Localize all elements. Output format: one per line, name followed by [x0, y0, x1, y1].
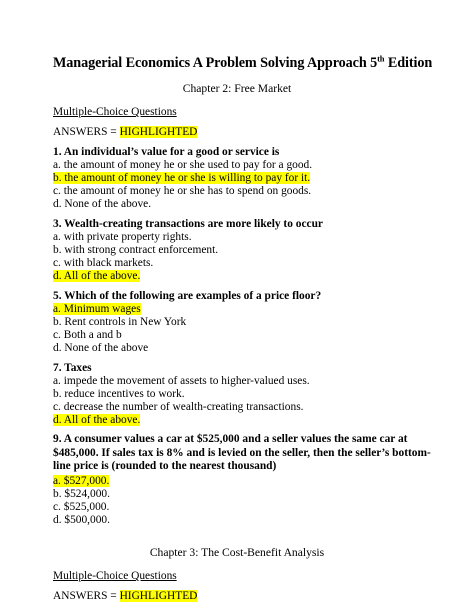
chapter-3-answers-note: [53, 590, 197, 603]
question-1-stem: 1. An individual’s value for a good or service is: [53, 146, 280, 158]
question-5-option-d: d. None of the above: [53, 342, 149, 354]
question-9-stem: 9. A consumer values a car at $525,000 and a seller values the same car at $485,000. If sales tax is 8% and is levied on the seller, then the seller’s bottom-line price is (rounded to the nearest thousand): [53, 433, 431, 473]
question-1-option-b-correct: b. the amount of money he or she is willing to pay for it.: [53, 172, 311, 184]
question-5-option-b: b. Rent controls in New York: [53, 316, 187, 328]
question-5-option-a-correct: a. Minimum wages: [53, 303, 141, 315]
document-title: [53, 55, 432, 72]
answers-prefix: ANSWERS =: [53, 126, 120, 138]
chapter-2-section-label: Multiple-Choice Questions: [53, 106, 177, 118]
chapter-2-answers-note: [53, 126, 197, 139]
question-1-option-d: d. None of the above.: [53, 198, 152, 210]
answers-prefix: ANSWERS =: [53, 590, 120, 602]
chapter-3-heading: Chapter 3: The Cost-Benefit Analysis: [149, 546, 325, 559]
document-title-superscript: th: [377, 53, 385, 64]
question-1-option-a: a. the amount of money he or she used to pay for a good.: [53, 159, 313, 171]
question-3-option-c: c. with black markets.: [53, 257, 154, 269]
question-7-option-c: c. decrease the number of wealth-creating transactions.: [53, 401, 304, 413]
question-9-option-c: c. $525,000.: [53, 501, 110, 513]
question-1-option-c: c. the amount of money he or she has to spend on goods.: [53, 185, 312, 197]
document-title-main: Managerial Economics A Problem Solving Approach 5: [53, 55, 378, 71]
question-9-option-a-correct: a. $527,000.: [53, 475, 110, 487]
question-7-option-a: a. impede the movement of assets to higher-valued uses.: [53, 375, 310, 387]
question-3-option-b: b. with strong contract enforcement.: [53, 244, 219, 256]
document-title-tail: Edition: [384, 55, 433, 71]
question-7-option-b: b. reduce incentives to work.: [53, 388, 185, 400]
question-3-option-d-correct: d. All of the above.: [53, 270, 141, 282]
chapter-2-heading: Chapter 2: Free Market: [182, 82, 292, 95]
question-7-stem: 7. Taxes: [53, 362, 92, 374]
question-5-option-c: c. Both a and b: [53, 329, 122, 341]
chapter-3-section-label: Multiple-Choice Questions: [53, 570, 177, 582]
question-9-option-d: d. $500,000.: [53, 514, 110, 526]
answers-key-highlighted: HIGHLIGHTED: [119, 590, 198, 602]
question-9-option-b: b. $524,000.: [53, 488, 110, 500]
question-3-stem: 3. Wealth-creating transactions are more likely to occur: [53, 218, 323, 230]
question-5-stem: 5. Which of the following are examples of a price floor?: [53, 290, 322, 302]
question-3-option-a: a. with private property rights.: [53, 231, 192, 243]
question-7-option-d-correct: d. All of the above.: [53, 414, 141, 426]
answers-key-highlighted: HIGHLIGHTED: [119, 126, 198, 138]
